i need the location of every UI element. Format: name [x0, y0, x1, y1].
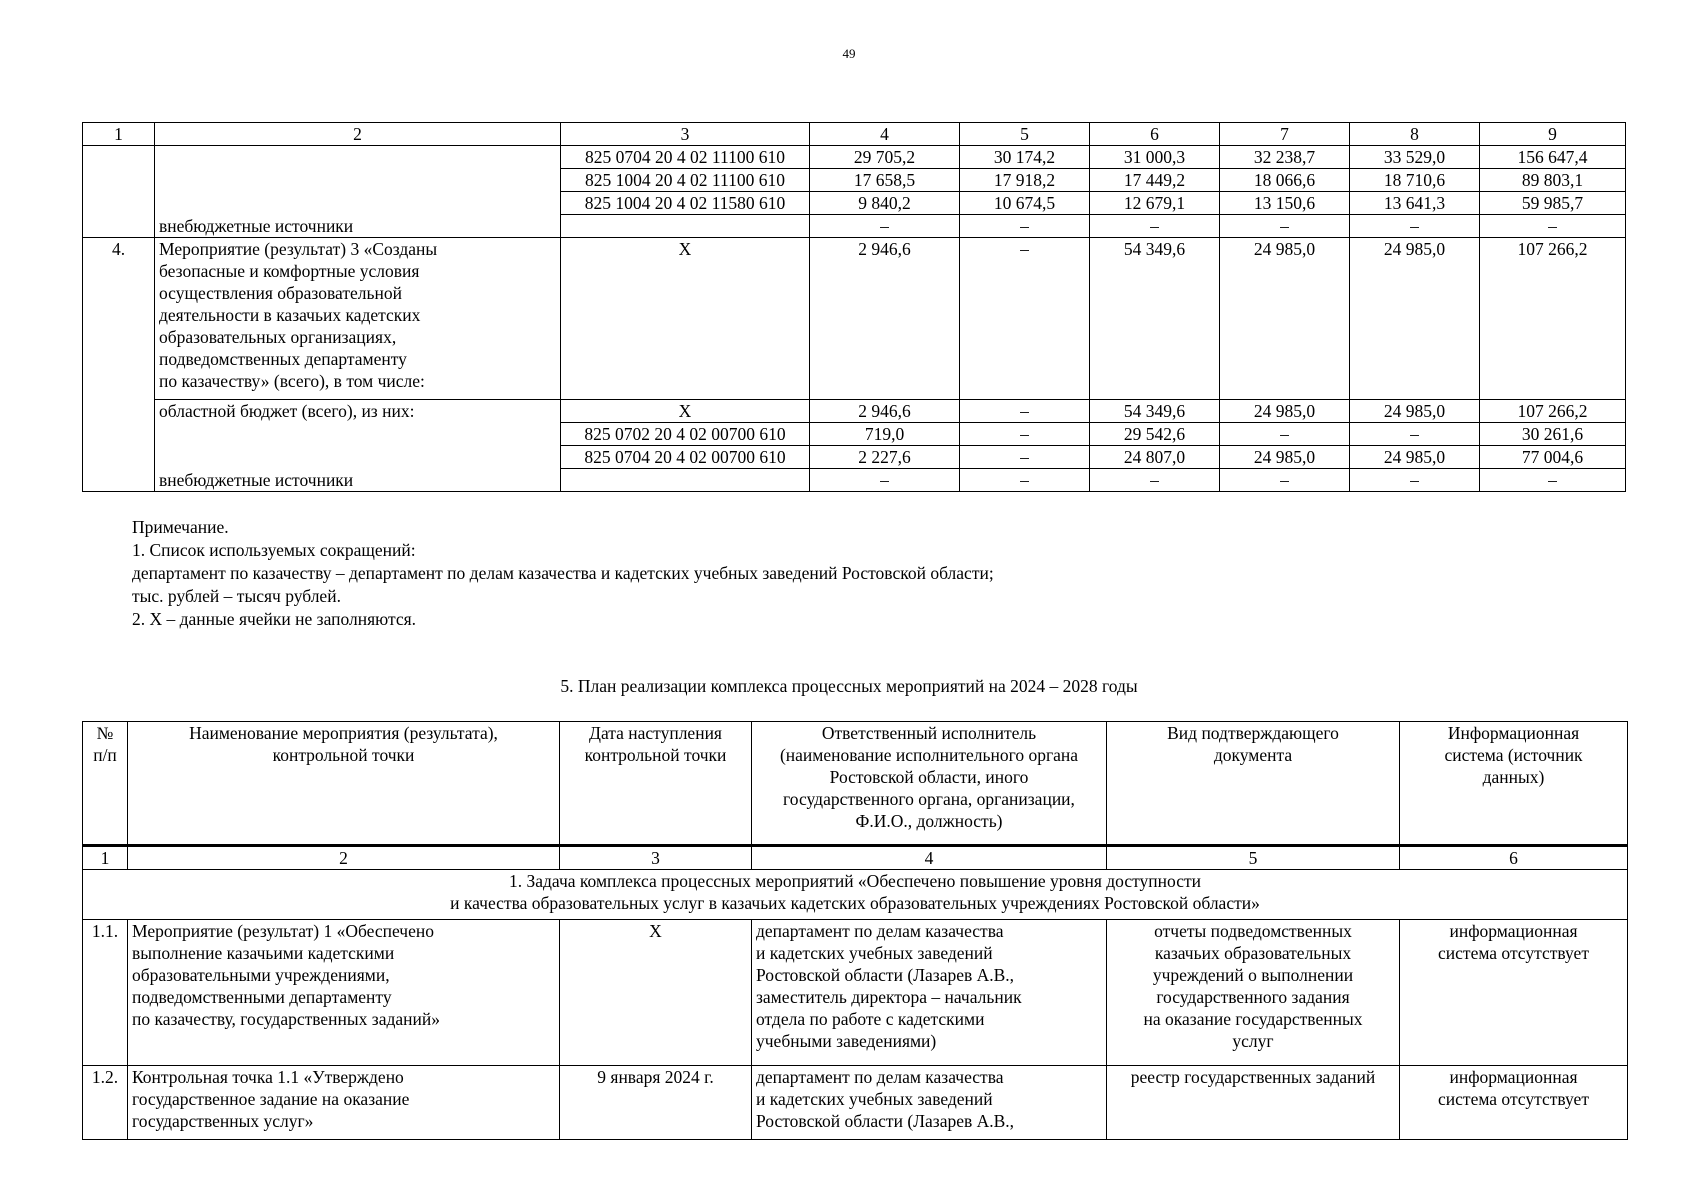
- name-cell: [155, 446, 561, 469]
- col-number: 6: [1400, 846, 1628, 870]
- header-line: документа: [1213, 745, 1293, 765]
- row-number-cell: 1.2.: [83, 1066, 128, 1140]
- note-line: тыс. рублей – тысяч рублей.: [132, 586, 341, 606]
- code-cell: 825 1004 20 4 02 11100 610: [561, 169, 810, 192]
- value-cell: –: [1220, 423, 1350, 446]
- name-line: государственное задание на оказание: [132, 1089, 410, 1109]
- date-cell: 9 января 2024 г.: [560, 1066, 752, 1140]
- col-number: 3: [561, 123, 810, 146]
- value-cell: 24 985,0: [1220, 238, 1350, 400]
- header-line: п/п: [93, 745, 117, 765]
- value-cell: 2 946,6: [810, 238, 960, 400]
- col-number: 9: [1480, 123, 1626, 146]
- value-cell: –: [810, 215, 960, 238]
- code-cell: [561, 469, 810, 492]
- header-line: данных): [1482, 767, 1545, 787]
- name-line: выполнение казачьими кадетскими: [132, 943, 395, 963]
- info-system-cell: [1400, 920, 1628, 1066]
- value-cell: 24 985,0: [1220, 400, 1350, 423]
- header-line: государственного органа, организации,: [783, 789, 1075, 809]
- code-cell: [561, 215, 810, 238]
- header-cell: [1400, 722, 1628, 846]
- value-cell: 30 174,2: [960, 146, 1090, 169]
- code-cell: X: [561, 238, 810, 400]
- value-cell: 24 807,0: [1090, 446, 1220, 469]
- executor-line: Ростовской области (Лазарев А.В.,: [756, 1111, 1015, 1131]
- document-cell: [1107, 1066, 1400, 1140]
- header-line: Наименование мероприятия (результата),: [189, 723, 498, 743]
- task-row: [83, 870, 1628, 920]
- header-line: Ответственный исполнитель: [821, 723, 1037, 743]
- document-line: реестр государственных заданий: [1130, 1067, 1376, 1087]
- code-cell: 825 0704 20 4 02 11100 610: [561, 146, 810, 169]
- executor-line: заместитель директора – начальник: [756, 987, 1022, 1007]
- name-cell: [155, 423, 561, 446]
- section-title: 5. План реализации комплекса процессных мероприятий на 2024 – 2028 годы: [560, 676, 1138, 696]
- value-cell: 13 641,3: [1350, 192, 1480, 215]
- executor-line: и кадетских учебных заведений: [756, 1089, 993, 1109]
- name-cell: [155, 146, 561, 169]
- value-cell: 24 985,0: [1350, 238, 1480, 400]
- value-cell: 29 542,6: [1090, 423, 1220, 446]
- table-row: [83, 215, 1626, 238]
- table-row: [83, 423, 1626, 446]
- document-line: услуг: [1232, 1031, 1274, 1051]
- header-row: [83, 722, 1628, 846]
- header-line: (наименование исполнительного органа: [779, 745, 1079, 765]
- name-cell: [128, 1066, 560, 1140]
- table-row: [83, 192, 1626, 215]
- table-row: [83, 169, 1626, 192]
- col-number-row: [83, 846, 1628, 870]
- document-cell: [1107, 920, 1400, 1066]
- table-row: [83, 146, 1626, 169]
- document-line: казачьих образовательных: [1154, 943, 1352, 963]
- col-number: 2: [155, 123, 561, 146]
- executor-line: департамент по делам казачества: [756, 921, 1004, 941]
- document-line: учреждений о выполнении: [1152, 965, 1354, 985]
- info-line: система отсутствует: [1438, 1089, 1589, 1109]
- info-line: система отсутствует: [1438, 943, 1589, 963]
- name-line: образовательными учреждениями,: [132, 965, 390, 985]
- header-cell: [128, 722, 560, 846]
- value-cell: –: [1480, 215, 1626, 238]
- table-row: [83, 238, 1626, 400]
- value-cell: 107 266,2: [1480, 400, 1626, 423]
- table-row: [83, 1066, 1628, 1140]
- name-cell: областной бюджет (всего), из них:: [155, 400, 561, 423]
- value-cell: 17 449,2: [1090, 169, 1220, 192]
- value-cell: 719,0: [810, 423, 960, 446]
- value-cell: 18 710,6: [1350, 169, 1480, 192]
- value-cell: –: [1350, 423, 1480, 446]
- value-cell: 12 679,1: [1090, 192, 1220, 215]
- value-cell: 156 647,4: [1480, 146, 1626, 169]
- value-cell: 59 985,7: [1480, 192, 1626, 215]
- document-line: отчеты подведомственных: [1154, 921, 1352, 941]
- header-line: Вид подтверждающего: [1167, 723, 1339, 743]
- value-cell: 89 803,1: [1480, 169, 1626, 192]
- name-line: Мероприятие (результат) 1 «Обеспечено: [132, 921, 434, 941]
- header-line: Дата наступления: [589, 723, 722, 743]
- value-cell: 2 946,6: [810, 400, 960, 423]
- note-line: 2. X – данные ячейки не заполняются.: [132, 609, 417, 629]
- name-cell: [155, 169, 561, 192]
- value-cell: –: [960, 469, 1090, 492]
- table-row: [83, 400, 1626, 423]
- value-cell: 24 985,0: [1350, 400, 1480, 423]
- info-system-cell: [1400, 1066, 1628, 1140]
- name-line: осуществления образовательной: [159, 283, 402, 303]
- value-cell: 2 227,6: [810, 446, 960, 469]
- header-cell: [752, 722, 1107, 846]
- code-cell: 825 0704 20 4 02 00700 610: [561, 446, 810, 469]
- col-number: 7: [1220, 123, 1350, 146]
- col-number: 5: [1107, 846, 1400, 870]
- col-number: 4: [810, 123, 960, 146]
- value-cell: 17 918,2: [960, 169, 1090, 192]
- header-cell: [560, 722, 752, 846]
- header-line: контрольной точки: [584, 745, 727, 765]
- note-line: департамент по казачеству – департамент по делам казачества и кадетских учебных заведений Ростовской области;: [132, 563, 994, 583]
- header-line: контрольной точки: [272, 745, 415, 765]
- funding-table: [82, 122, 1626, 492]
- value-cell: 29 705,2: [810, 146, 960, 169]
- col-number: 2: [128, 846, 560, 870]
- date-cell: X: [560, 920, 752, 1066]
- value-cell: 30 261,6: [1480, 423, 1626, 446]
- document-line: на оказание государственных: [1143, 1009, 1363, 1029]
- name-line: Мероприятие (результат) 3 «Созданы: [159, 239, 438, 259]
- value-cell: 54 349,6: [1090, 238, 1220, 400]
- header-cell: [1107, 722, 1400, 846]
- name-line: образовательных организациях,: [159, 327, 397, 347]
- header-line: №: [96, 723, 114, 743]
- header-line: Ф.И.О., должность): [855, 811, 1003, 831]
- name-cell: [128, 920, 560, 1066]
- value-cell: –: [1090, 215, 1220, 238]
- value-cell: 24 985,0: [1350, 446, 1480, 469]
- col-number: 1: [83, 123, 155, 146]
- value-cell: 107 266,2: [1480, 238, 1626, 400]
- table-row: [83, 920, 1628, 1066]
- name-line: деятельности в казачьих кадетских: [159, 305, 421, 325]
- name-line: государственных услуг»: [132, 1111, 314, 1131]
- name-cell: [155, 238, 561, 400]
- task-line: 1. Задача комплекса процессных мероприятий «Обеспечено повышение уровня доступности: [508, 871, 1201, 891]
- name-line: по казачеству, государственных заданий»: [132, 1009, 440, 1029]
- executor-cell: [752, 920, 1107, 1066]
- value-cell: –: [1350, 215, 1480, 238]
- col-number: 6: [1090, 123, 1220, 146]
- header-line: система (источник: [1444, 745, 1583, 765]
- executor-line: департамент по делам казачества: [756, 1067, 1004, 1087]
- executor-line: учебными заведениями): [756, 1031, 937, 1051]
- executor-cell: [752, 1066, 1107, 1140]
- task-line: и качества образовательных услуг в казачьих кадетских образовательных учреждениях Ростовской области»: [450, 893, 1260, 913]
- task-cell: [83, 870, 1628, 920]
- code-cell: 825 1004 20 4 02 11580 610: [561, 192, 810, 215]
- value-cell: –: [1220, 469, 1350, 492]
- plan-table: [82, 721, 1628, 1140]
- notes-block: [132, 516, 994, 631]
- value-cell: –: [960, 423, 1090, 446]
- name-line: подведомственными департаменту: [132, 987, 392, 1007]
- name-line: безопасные и комфортные условия: [159, 261, 420, 281]
- header-cell: [83, 722, 128, 846]
- info-line: информационная: [1449, 1067, 1578, 1087]
- name-line: Контрольная точка 1.1 «Утверждено: [132, 1067, 404, 1087]
- col-number-row: [83, 123, 1626, 146]
- note-line: 1. Список используемых сокращений:: [132, 540, 416, 560]
- name-cell: [155, 192, 561, 215]
- info-line: информационная: [1449, 921, 1578, 941]
- value-cell: –: [1350, 469, 1480, 492]
- value-cell: 33 529,0: [1350, 146, 1480, 169]
- executor-line: Ростовской области (Лазарев А.В.,: [756, 965, 1015, 985]
- name-line: подведомственных департаменту: [159, 349, 407, 369]
- value-cell: 77 004,6: [1480, 446, 1626, 469]
- table-row: [83, 469, 1626, 492]
- row-number-cell: [83, 146, 155, 238]
- value-cell: 13 150,6: [1220, 192, 1350, 215]
- value-cell: 17 658,5: [810, 169, 960, 192]
- value-cell: –: [960, 238, 1090, 400]
- note-line: Примечание.: [132, 517, 229, 537]
- name-cell: внебюджетные источники: [155, 215, 561, 238]
- value-cell: –: [1480, 469, 1626, 492]
- col-number: 1: [83, 846, 128, 870]
- value-cell: 10 674,5: [960, 192, 1090, 215]
- table-row: [83, 446, 1626, 469]
- value-cell: –: [1090, 469, 1220, 492]
- value-cell: 9 840,2: [810, 192, 960, 215]
- value-cell: 54 349,6: [1090, 400, 1220, 423]
- value-cell: –: [810, 469, 960, 492]
- col-number: 4: [752, 846, 1107, 870]
- name-line: по казачеству» (всего), в том числе:: [159, 371, 425, 391]
- value-cell: 32 238,7: [1220, 146, 1350, 169]
- value-cell: –: [1220, 215, 1350, 238]
- value-cell: –: [960, 446, 1090, 469]
- name-cell: внебюджетные источники: [155, 469, 561, 492]
- value-cell: –: [960, 400, 1090, 423]
- value-cell: 31 000,3: [1090, 146, 1220, 169]
- header-line: Ростовской области, иного: [829, 767, 1029, 787]
- col-number: 5: [960, 123, 1090, 146]
- document-line: государственного задания: [1156, 987, 1350, 1007]
- executor-line: и кадетских учебных заведений: [756, 943, 993, 963]
- value-cell: 24 985,0: [1220, 446, 1350, 469]
- row-number-cell: 1.1.: [83, 920, 128, 1066]
- row-number-cell: 4.: [83, 238, 155, 492]
- col-number: 8: [1350, 123, 1480, 146]
- page-number: 49: [842, 46, 856, 61]
- header-line: Информационная: [1447, 723, 1580, 743]
- value-cell: –: [960, 215, 1090, 238]
- code-cell: X: [561, 400, 810, 423]
- code-cell: 825 0702 20 4 02 00700 610: [561, 423, 810, 446]
- executor-line: отдела по работе с кадетскими: [756, 1009, 985, 1029]
- col-number: 3: [560, 846, 752, 870]
- value-cell: 18 066,6: [1220, 169, 1350, 192]
